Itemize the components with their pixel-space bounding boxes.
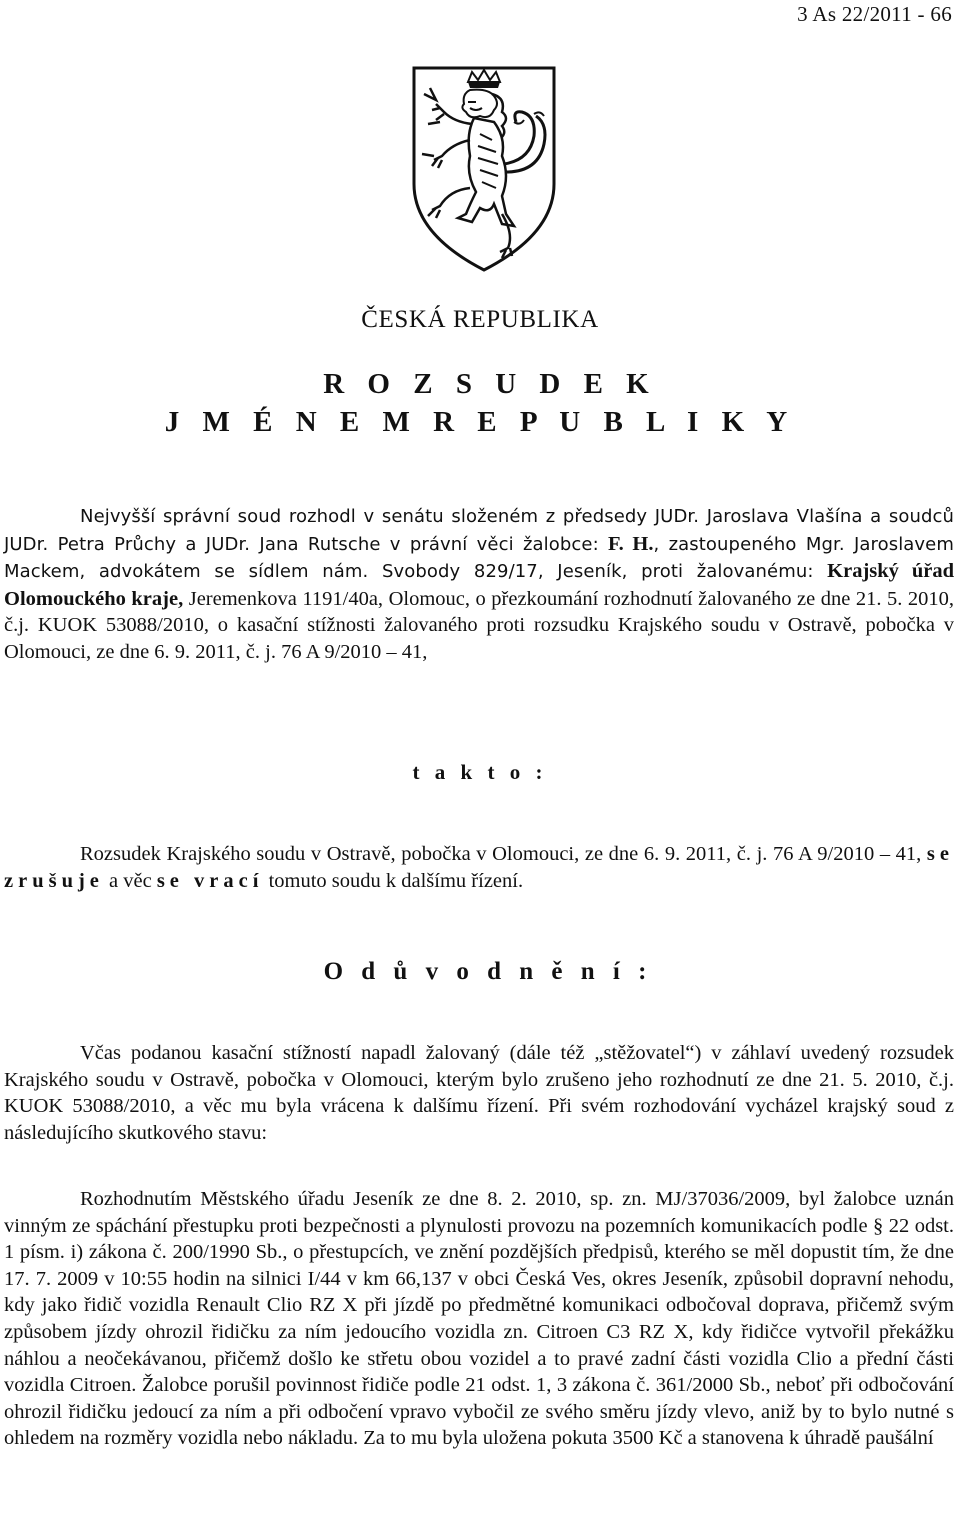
- verdict-subtitle: J M É N E M R E P U B L I K Y: [164, 406, 796, 438]
- ruling-text-b: a věc: [103, 869, 157, 892]
- reasons-paragraph-1: [4, 1040, 954, 1146]
- takto-heading: t a k t o :: [412, 760, 548, 784]
- coat-of-arms-icon: [410, 64, 558, 274]
- intro-text-a: Nejvyšší správní soud rozhodl v senátu složeném z předsedy JUDr. Jaroslava Vlašína a soudců JUDr. Petra Průchy a JUDr. Jana Rutsche v právní věci žalobce:: [4, 506, 954, 555]
- ruling-paragraph: [4, 841, 954, 894]
- section-sign: §: [873, 1214, 884, 1237]
- ruling-returned: se vrací: [156, 869, 264, 892]
- paragraph-2-text-a: Rozhodnutím Městského úřadu Jeseník ze dne 8. 2. 2010, sp. zn. MJ/37036/2009, byl žalobce uznán vinným ze spáchání přestupku proti bezpečnosti a plynulosti provozu na pozemních komunikacích podle: [4, 1188, 954, 1237]
- intro-text-c: Jeremenkova 1191/40a, Olomouc, o přezkoumání rozhodnutí žalovaného ze dne 21. 5. 2010, č.j.: [4, 587, 955, 637]
- ruling-text-a: Rozsudek Krajského soudu v Ostravě, pobočka v Olomouci, ze dne 6. 9. 2011, č. j. 76 A 9/2010 – 41,: [80, 843, 927, 865]
- country-heading: ČESKÁ REPUBLIKA: [361, 306, 599, 333]
- verdict-title: R O Z S U D E K: [323, 368, 657, 400]
- case-number: 3 As 22/2011 - 66: [797, 2, 952, 26]
- intro-paragraph: [4, 503, 954, 666]
- paragraph-1-text: Včas podanou kasační stížností napadl žalovaný (dále též „stěžovatel“) v záhlaví uvedený rozsudek Krajského soudu v Ostravě, pobočka v Olomouci, kterým bylo zrušeno jeho rozhodnutí ze dne 21. 5. 2010, č.j. KUOK 53088/2010, a věc mu byla vrácena k dalšímu řízení. Při svém rozhodování vycházel krajský soud z následujícího skutkového stavu:: [4, 1042, 954, 1144]
- reasons-heading: O d ů v o d n ě n í :: [323, 958, 653, 985]
- ruling-annul: se zrušuje: [4, 843, 954, 892]
- paragraph-2-text-b: 22 odst. 1 písm. i) zákona č. 200/1990 Sb., o přestupcích, ve znění pozdějších předpisů, kterého se měl dopustit tím, že dne 17. 7. 2009 v 10:55 hodin na silnici I/44 v km 66,137 v obci Česká Ves, okres Jeseník, způsobil dopravní nehodu, kdy jako řidič vozidla Renault Clio RZ X při jízdě po předmětné komunikaci odbočoval doprava, přičemž svým způsobem jízdy ohrozil řidičku za ním jedoucího vozidla zn. Citroen C3 RZ X, kdy řidičce vytvořil překážku náhlou a neočekávanou, přičemž došlo ke střetu obou vozidel a to pravé zadní části vozidla Clio a přední části vozidla Citroen. Žalobce porušil povinnost řidiče podle 21 odst. 1, 3 zákona č. 361/2000 Sb., neboť při odbočování ohrozil řidičku jedoucí za ním a při odbočení vpravo vybočil ze svého směru jízdy vlevo, aniž by to bylo nutné s ohledem na rozměry vozidla nebo nákladu. Za to mu byla uložena pokuta 3500 Kč a stanovena k úhradě paušální: [4, 1214, 954, 1450]
- intro-text-d: KUOK 53088/2010, o kasační stížnosti žalovaného proti rozsudku Krajského soudu v Ostravě, pobočka v Olomouci, ze dne 6. 9. 2011, č. j. 76 A 9/2010 – 41,: [4, 614, 954, 663]
- intro-text-b: , zastoupeného Mgr. Jaroslavem Mackem, advokátem se sídlem nám. Svobody 829/17, Jeseník, proti žalovanému:: [4, 533, 954, 583]
- plaintiff-name: F. H.: [608, 532, 654, 555]
- ruling-text-c: tomuto soudu k dalšímu řízení.: [263, 869, 524, 892]
- defendant-name: Krajský úřad Olomouckého kraje,: [4, 560, 954, 610]
- reasons-paragraph-2: [4, 1186, 954, 1452]
